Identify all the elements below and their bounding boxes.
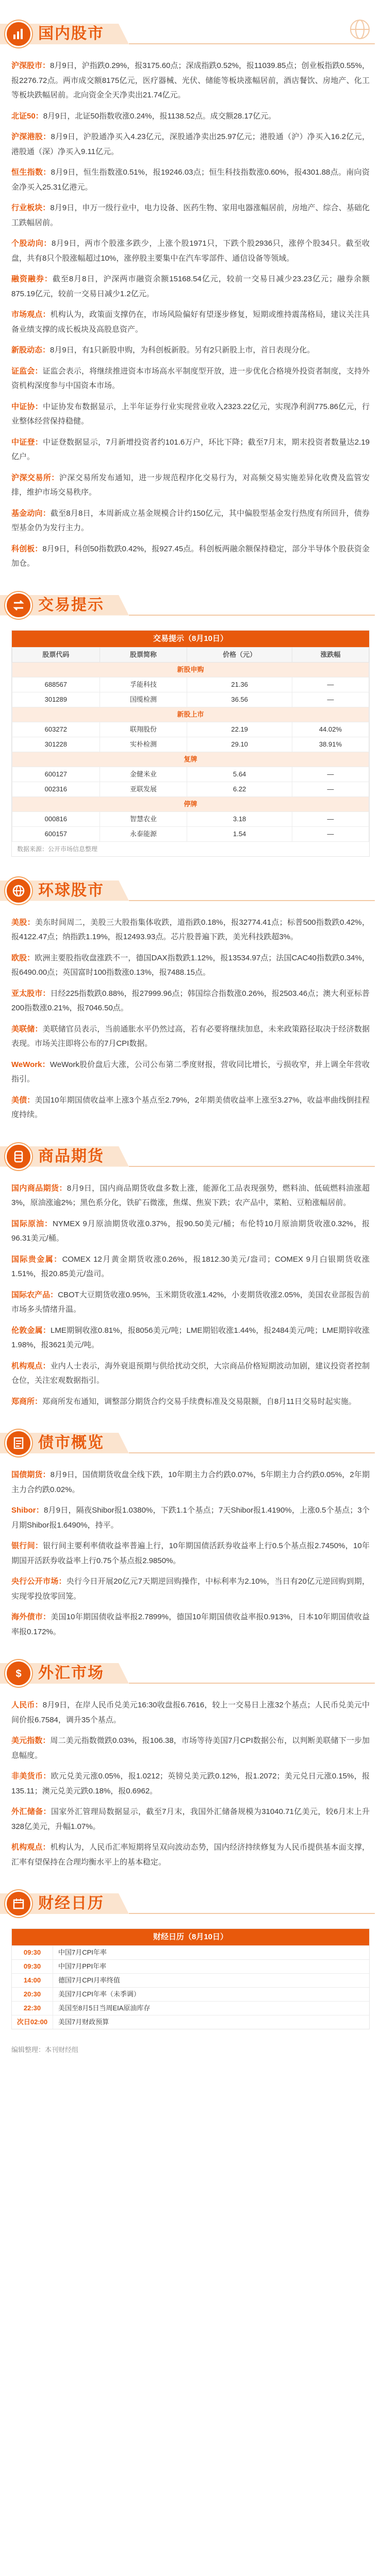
news-item-text: 郑商所发布通知，调整部分期货合约交易手续费标准及交易限额，自8月11日交易时起实施。 (42, 1397, 356, 1406)
table-header-cell: 涨跌幅 (292, 647, 369, 662)
table-row (12, 737, 369, 752)
chart-icon (5, 21, 32, 47)
table-cell: — (292, 677, 369, 692)
news-item-text: 银行间主要利率债收益率普遍上行，10年期国债活跃券收益率上行0.5个基点报2.7450%，10年期国开活跃券收益率上行0.75个基点报2.9850%。 (11, 1541, 370, 1565)
news-item-text: 美联储官员表示，当前通胀水平仍然过高，若有必要将继续加息，未来政策路径取决于经济数据表现。市场关注即将公布的7月CPI数据。 (11, 1024, 370, 1048)
news-item-label: 基金动向： (11, 509, 51, 518)
news-item-text: 美国10年期国债收益率报2.7899%，德国10年期国债收益率报0.913%，日本10年期国债收益率报0.172%。 (11, 1613, 370, 1636)
table-cell: — (292, 692, 369, 707)
news-item-label: WeWork： (11, 1060, 50, 1069)
news-item-text: CBOT大豆期货收涨0.95%，玉米期货收涨1.42%，小麦期货收涨2.05%，美国农业部报告前市场多头情绪升温。 (11, 1290, 370, 1314)
news-item-text: 美东时间周二，美股三大股指集体收跌，道指跌0.18%，报32774.41点；标普500指数跌0.42%，报4122.47点；纳指跌1.19%，报12493.93点。芯片股普遍下跌，美光科技跌超3%。 (11, 918, 370, 941)
news-item (0, 272, 381, 301)
news-item-label: 国际贵金属： (11, 1255, 62, 1264)
section-header-bond (0, 1422, 381, 1461)
section-title: 国内股市 (38, 25, 104, 42)
news-item-text: WeWork股价盘后大涨，公司公布第二季度财报，营收同比增长，亏损收窄，并上调全年营收指引。 (11, 1060, 370, 1083)
news-item (0, 1503, 381, 1533)
table-cell: — (292, 811, 369, 826)
table-row (12, 692, 369, 707)
news-item-text: 中证登数据显示，7月新增投资者约101.6万户，环比下降；截至7月末，期末投资者数量达2.19亿户。 (11, 437, 370, 461)
news-item-text: 8月9日，沪股通净买入4.23亿元，深股通净卖出25.97亿元；港股通（沪）净买入16.2亿元，港股通（深）净买入9.11亿元。 (11, 132, 370, 156)
news-item-label: 新股动态： (11, 346, 51, 354)
table-cell: 603272 (12, 722, 100, 737)
news-item-label: 行业板块： (11, 204, 51, 212)
calendar-rows (12, 1945, 369, 2029)
news-item (0, 1769, 381, 1799)
news-item-text: 截至8月8日，沪深两市融资余额15168.54亿元，较前一交易日减少23.23亿元；融券余额875.19亿元，较前一交易日减少1.2亿元。 (11, 275, 370, 298)
barrel-icon (5, 1143, 32, 1170)
section-title: 外汇市场 (38, 1665, 104, 1682)
news-item (0, 165, 381, 195)
news-item (0, 236, 381, 266)
news-item-label: 恒生指数： (11, 168, 51, 177)
news-item (0, 1840, 381, 1870)
news-item (0, 1288, 381, 1317)
table-cell: — (292, 782, 369, 796)
news-item-label: 中证协： (11, 402, 43, 411)
table-header-cell: 股票简称 (100, 647, 187, 662)
news-item-text: 沪深交易所发布通知，进一步规范程序化交易行为，对高频交易实施差异化收费及监管安排，维护市场交易秩序。 (11, 473, 370, 497)
table-cell: 孚能科技 (100, 677, 187, 692)
calendar-row (12, 1959, 369, 1973)
news-item (0, 1359, 381, 1388)
news-item (0, 435, 381, 465)
trading-table-title: 交易提示（8月10日） (12, 631, 369, 647)
news-item (0, 1022, 381, 1052)
news-item (0, 471, 381, 500)
globe-icon (348, 18, 372, 41)
trading-table-note: 数据来源：公开市场信息整理 (17, 845, 98, 853)
news-item-text: 周二美元指数微跌0.03%，报106.38，市场等待美国7月CPI数据公布，以判断美联储下一步加息幅度。 (11, 1736, 370, 1760)
news-item-label: Shibor： (11, 1506, 44, 1515)
news-item (0, 59, 381, 103)
section-title: 环球股市 (38, 882, 104, 899)
news-item (0, 542, 381, 571)
calendar-row (12, 1945, 369, 1959)
news-item-label: 国际农产品： (11, 1290, 58, 1299)
news-item (0, 506, 381, 536)
globe-icon (5, 877, 32, 904)
news-item-text: 8月9日，在岸人民币兑美元16:30收盘报6.7616，较上一交易日上涨32个基点；人民币兑美元中间价报6.7584，调升35个基点。 (11, 1701, 370, 1724)
news-item-label: 沪深交易所： (11, 473, 59, 482)
news-item (0, 1734, 381, 1763)
news-item-label: 伦敦金属： (11, 1326, 51, 1335)
section-header-global (0, 870, 381, 908)
table-header-cell: 股票代码 (12, 647, 100, 662)
domestic-news-list (0, 59, 381, 571)
news-item (0, 1468, 381, 1497)
calendar-time: 09:30 (12, 1960, 53, 1973)
news-item-text: 8月9日，隔夜Shibor报1.0380%，下跌1.1个基点；7天Shibor报1.4190%，上涨0.5个基点；3个月期Shibor报1.6490%，持平。 (11, 1506, 370, 1530)
table-cell: 44.02% (292, 722, 369, 737)
news-item-label: 美债： (11, 1095, 35, 1105)
news-item (0, 1805, 381, 1834)
news-item-text: 8月9日，恒生指数涨0.51%，报19246.03点；恒生科技指数涨0.60%，报4301.88点。南向资金净买入25.31亿港元。 (11, 168, 370, 192)
news-item-label: 海外债市： (11, 1613, 51, 1621)
calendar-event: 德国7月CPI月率终值 (58, 1976, 120, 1984)
table-group-label: 新股上市 (12, 707, 369, 722)
news-item-label: 人民币： (11, 1701, 43, 1709)
news-item-text: 8月9日，两市个股涨多跌少，上涨个股1971只，下跌个股2936只，涨停个股34只。截至收盘，共有8只个股涨幅超过10%，涨停股主要集中在汽车零部件、通信设备等领域。 (11, 239, 370, 263)
news-item-text: 欧元兑美元涨0.05%，报1.0212；英镑兑美元跌0.12%，报1.2072；美元兑日元涨0.15%，报135.11；澳元兑美元跌0.18%，报0.6962。 (11, 1772, 370, 1795)
table-cell: 22.19 (187, 722, 292, 737)
news-item-label: 证监会： (11, 366, 43, 376)
news-item-label: 沪深股市： (11, 61, 51, 70)
news-item-label: 沪深港股： (11, 132, 51, 141)
news-item-text: 机构认为，政策面支撑仍在，市场风险偏好有望逐步修复，短期或维持震荡格局，建议关注具备业绩支撑的成长板块及高股息资产。 (11, 310, 370, 334)
news-item (0, 1698, 381, 1727)
calendar-row (12, 1987, 369, 2001)
calendar-row (12, 2015, 369, 2029)
document-icon (5, 1430, 32, 1456)
news-item-label: 银行间： (11, 1541, 43, 1550)
table-group-label: 新股申购 (12, 662, 369, 677)
news-item-label: 国际原油： (11, 1219, 53, 1228)
news-item (0, 1252, 381, 1282)
svg-text:$: $ (15, 1668, 22, 1680)
news-item (0, 916, 381, 945)
section-header-trading (0, 585, 381, 623)
news-item (0, 1539, 381, 1568)
table-row (12, 677, 369, 692)
news-item-label: 中证登： (11, 437, 43, 447)
news-item (0, 364, 381, 394)
commodity-news-list (0, 1181, 381, 1410)
calendar-time: 22:30 (12, 2002, 53, 2015)
table-cell: 永泰能源 (100, 826, 187, 841)
trading-table (11, 630, 370, 857)
news-item (0, 1610, 381, 1639)
section-header-calendar (0, 1883, 381, 1921)
news-item (0, 343, 381, 358)
trading-table-grid (12, 647, 369, 842)
exchange-icon (5, 592, 32, 619)
calendar-icon (5, 1890, 32, 1917)
table-row (12, 782, 369, 796)
calendar-table (11, 1928, 370, 2029)
news-item-text: 8月9日，科创50指数跌0.42%，报927.45点。科创板两融余额保持稳定，部分半导体个股获资金加仓。 (11, 544, 370, 568)
table-cell: 5.64 (187, 767, 292, 782)
table-cell: 688567 (12, 677, 100, 692)
news-item-text: 中证协发布数据显示，上半年证券行业实现营业收入2323.22亿元，实现净利润775.86亿元，行业整体经营保持稳健。 (11, 402, 370, 426)
table-row (12, 722, 369, 737)
news-item (0, 1324, 381, 1353)
news-item-label: 国债期货： (11, 1470, 51, 1479)
table-cell: 38.91% (292, 737, 369, 752)
section-title: 交易提示 (38, 596, 104, 614)
table-group-label: 复牌 (12, 752, 369, 767)
news-item-text: 8月9日，沪指跌0.29%，报3175.60点；深成指跌0.52%，报11039.85点；创业板指跌0.55%，报2276.72点。两市成交额8175亿元，医疗器械、光伏、储能等板块涨幅居前，酒店餐饮、房地产、化工等板块跌幅居前。北向资金全天净卖出21.74亿元。 (11, 61, 370, 99)
news-item (0, 1181, 381, 1211)
table-cell: 301228 (12, 737, 100, 752)
calendar-event: 美国7月CPI年率（未季调） (58, 1990, 140, 1998)
calendar-row (12, 2001, 369, 2015)
news-item-label: 美联储： (11, 1024, 43, 1033)
section-header-fx (0, 1653, 381, 1691)
news-item-text: 业内人士表示，海外衰退预期与供给扰动交织，大宗商品价格短期波动加剧，建议投资者控制仓位，关注宏观数据指引。 (11, 1361, 370, 1385)
news-item-label: 美元指数： (11, 1736, 51, 1745)
table-cell: 智慧农业 (100, 811, 187, 826)
section-header-commodity (0, 1136, 381, 1174)
table-cell: 亚联发展 (100, 782, 187, 796)
calendar-time: 14:00 (12, 1974, 53, 1987)
table-cell: — (292, 767, 369, 782)
bond-news-list (0, 1468, 381, 1639)
news-item-text: NYMEX 9月原油期货收涨0.37%，报90.50美元/桶；布伦特10月原油期货收涨0.32%，报96.31美元/桶。 (11, 1219, 370, 1243)
calendar-event: 中国7月CPI年率 (58, 1948, 107, 1956)
news-item-text: COMEX 12月黄金期货收涨0.26%，报1812.30美元/盎司；COMEX 9月白银期货收涨1.51%，报20.85美元/盎司。 (11, 1255, 370, 1278)
table-group-label: 停牌 (12, 796, 369, 811)
news-item-label: 科创板： (11, 544, 43, 553)
news-item-label: 外汇储备： (11, 1807, 51, 1816)
news-item-text: 欧洲主要股指收盘涨跌不一，德国DAX指数跌1.12%，报13534.97点；法国CAC40指数跌0.34%，报6490.00点；英国富时100指数涨0.13%，报7488.15点。 (11, 953, 370, 977)
news-item (0, 1217, 381, 1246)
section-header-domestic (0, 13, 381, 52)
table-row (12, 811, 369, 826)
calendar-time: 次日02:00 (12, 2015, 53, 2029)
table-cell: 21.36 (187, 677, 292, 692)
news-item-label: 美股： (11, 918, 35, 927)
table-header-cell: 价格（元） (187, 647, 292, 662)
table-cell: — (292, 826, 369, 841)
news-item (0, 1395, 381, 1410)
news-item-text: 8月9日，国债期货收盘全线下跌，10年期主力合约跌0.07%，5年期主力合约跌0.05%，2年期主力合约跌0.02%。 (11, 1470, 370, 1494)
news-item (0, 987, 381, 1016)
news-item (0, 109, 381, 124)
news-item (0, 400, 381, 429)
calendar-time: 09:30 (12, 1946, 53, 1959)
news-item-label: 国内商品期货： (11, 1183, 67, 1193)
table-cell: 600157 (12, 826, 100, 841)
news-item-label: 亚太股市： (11, 989, 51, 998)
fx-news-list (0, 1698, 381, 1870)
table-row (12, 767, 369, 782)
footer-credit: 编辑整理：本刊财经组 (11, 2046, 79, 2054)
news-item (0, 201, 381, 230)
calendar-time: 20:30 (12, 1988, 53, 2001)
calendar-row (12, 1973, 369, 1987)
table-cell: 301289 (12, 692, 100, 707)
table-cell: 金健米业 (100, 767, 187, 782)
news-item-label: 非美货币： (11, 1772, 51, 1781)
calendar-event: 美国7月财政预算 (58, 2018, 109, 2026)
news-item-text: 8月9日，国内商品期货收盘多数上涨，能源化工品表现强势，燃料油、低硫燃料油涨超3%，原油涨逾2%；黑色系分化，铁矿石微涨，焦煤、焦炭下跌；农产品中，菜粕、豆粕涨幅居前。 (11, 1183, 370, 1207)
table-cell: 36.56 (187, 692, 292, 707)
table-cell: 1.54 (187, 826, 292, 841)
table-cell: 3.18 (187, 811, 292, 826)
news-item (0, 130, 381, 159)
news-item-label: 融资融券： (11, 275, 53, 283)
news-item (0, 1093, 381, 1123)
news-item-text: 8月9日，北证50指数收涨0.24%，报1138.52点。成交额28.17亿元。 (43, 111, 276, 121)
news-item (0, 1058, 381, 1087)
currency-icon (5, 1660, 32, 1687)
section-title: 债市概览 (38, 1434, 104, 1451)
news-item-text: 机构认为，人民币汇率短期将呈双向波动态势，国内经济持续修复为人民币提供基本面支撑，汇率有望保持在合理均衡水平上的基本稳定。 (11, 1843, 370, 1867)
calendar-title: 财经日历（8月10日） (12, 1929, 369, 1945)
news-item-label: 市场观点： (11, 310, 51, 319)
news-item-text: 证监会表示，将继续推进资本市场高水平制度型开放，进一步优化合格境外投资者制度，支持外资机构深度参与中国资本市场。 (11, 366, 370, 390)
table-row (12, 826, 369, 841)
news-item-text: 国家外汇管理局数据显示，截至7月末，我国外汇储备规模为31040.71亿美元，较6月末上升328亿美元，升幅1.07%。 (11, 1807, 370, 1831)
calendar-event: 中国7月PPI年率 (58, 1962, 107, 1970)
news-item-label: 央行公开市场： (11, 1577, 67, 1586)
table-cell: 实朴检测 (100, 737, 187, 752)
news-item-label: 郑商所： (11, 1397, 43, 1406)
table-cell: 联翔股份 (100, 722, 187, 737)
table-cell: 国缆检测 (100, 692, 187, 707)
news-item-text: 截至8月8日，本周新成立基金规模合计约150亿元，其中偏股型基金发行热度有所回升，债券型基金仍为发行主力。 (11, 509, 370, 532)
table-cell: 29.10 (187, 737, 292, 752)
news-item (0, 951, 381, 980)
table-cell: 6.22 (187, 782, 292, 796)
global-news-list (0, 916, 381, 1123)
news-item-text: 8月9日，申万一级行业中，电力设备、医药生物、家用电器涨幅居前，房地产、综合、基础化工跌幅居前。 (11, 204, 370, 227)
news-item (0, 308, 381, 337)
news-item-label: 机构观点： (11, 1361, 51, 1370)
section-title: 财经日历 (38, 1895, 104, 1912)
news-item-label: 个股动向： (11, 239, 52, 248)
section-title: 商品期货 (38, 1147, 104, 1165)
table-cell: 000816 (12, 811, 100, 826)
news-item-label: 北证50： (11, 111, 43, 121)
news-item-text: 日经225指数跌0.88%，报27999.96点；韩国综合指数涨0.26%，报2503.46点；澳大利亚标普200指数涨0.21%，报7046.50点。 (11, 989, 370, 1012)
news-item-label: 机构观点： (11, 1843, 51, 1852)
table-cell: 600127 (12, 767, 100, 782)
calendar-event: 美国至8月5日当周EIA原油库存 (58, 2004, 151, 2012)
news-item-text: 央行今日开展20亿元7天期逆回购操作，中标利率为2.10%，当日有20亿元逆回购到期，实现零投放零回笼。 (11, 1577, 370, 1601)
news-item-text: 美国10年期国债收益率上涨3个基点至2.79%，2年期美债收益率上涨至3.27%，收益率曲线倒挂程度持续。 (11, 1095, 370, 1119)
table-cell: 002316 (12, 782, 100, 796)
news-item-text: 8月9日，有1只新股申购，为科创板新股。另有2只新股上市，首日表现分化。 (50, 346, 315, 354)
news-item (0, 1574, 381, 1604)
news-item-text: LME期铜收涨0.81%，报8056美元/吨；LME期铝收涨1.44%，报2484美元/吨；LME期锌收涨1.98%，报3621美元/吨。 (11, 1326, 370, 1349)
news-item-label: 欧股： (11, 953, 35, 962)
